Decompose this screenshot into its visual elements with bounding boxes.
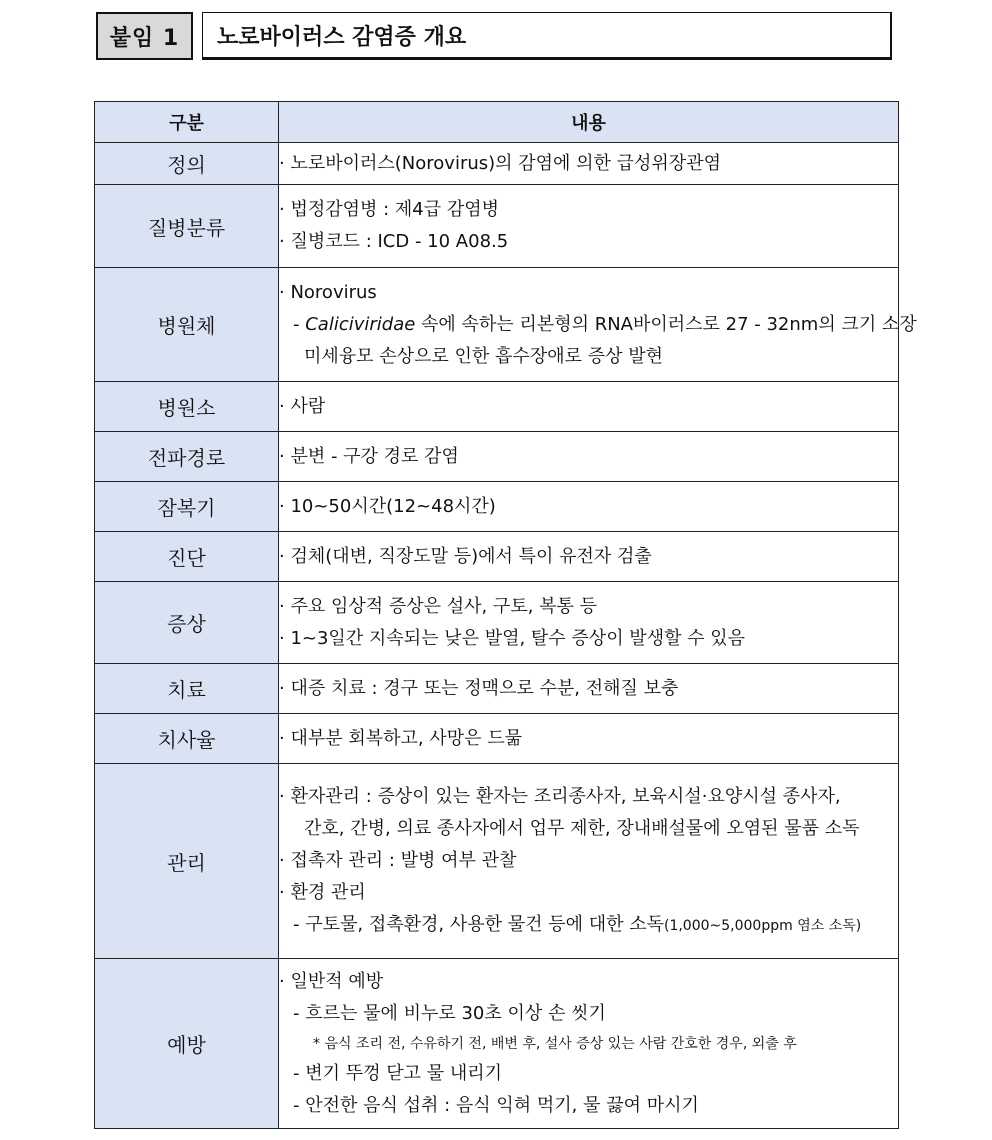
- row-content: [279, 764, 899, 959]
- row-content: [279, 432, 899, 482]
- table-row: [95, 714, 899, 764]
- content-text: - 구토물, 접촉환경, 사용한 물건 등에 대한 소독: [293, 913, 664, 935]
- row-category: 관리: [95, 764, 279, 959]
- row-category: 예방: [95, 959, 279, 1129]
- content-line: - 흐르는 물에 비누로 30초 이상 손 씻기: [293, 1002, 606, 1024]
- content-line: · 대증 치료 : 경구 또는 정맥으로 수분, 전해질 보충: [279, 677, 679, 699]
- content-line: · 대부분 회복하고, 사망은 드묾: [279, 727, 522, 749]
- summary-table: [94, 101, 917, 1129]
- content-line: · 분변 - 구강 경로 감염: [279, 445, 459, 467]
- table-row: [95, 185, 899, 268]
- document-title: 노로바이러스 감염증 개요: [217, 24, 467, 50]
- row-category: 병원체: [95, 268, 279, 382]
- row-content: [279, 532, 899, 582]
- content-text: 속에 속하는 리본형의 RNA바이러스로 27 - 32nm의 크기 소장: [415, 313, 917, 335]
- content-line: · 노로바이러스(Norovirus)의 감염에 의한 급성위장관염: [279, 152, 721, 174]
- content-line: · 검체(대변, 직장도말 등)에서 특이 유전자 검출: [279, 545, 652, 567]
- row-category: 병원소: [95, 382, 279, 432]
- scientific-name: Caliciviridae: [305, 313, 416, 335]
- content-line: · 법정감염병 : 제4급 감염병: [279, 199, 500, 220]
- content-line: · 사람: [279, 395, 326, 417]
- content-line: · 주요 임상적 증상은 설사, 구토, 복통 등: [279, 595, 598, 617]
- header-content: 내용: [279, 102, 899, 143]
- content-line: · Norovirus: [279, 281, 377, 303]
- row-category: 증상: [95, 582, 279, 664]
- row-category: 잠복기: [95, 482, 279, 532]
- content-line: · 접촉자 관리 : 발병 여부 관찰: [279, 849, 517, 871]
- content-line: · 환경 관리: [279, 881, 366, 903]
- content-note: * 음식 조리 전, 수유하기 전, 배변 후, 설사 증상 있는 사람 간호한 경우, 외출 후: [313, 1035, 797, 1052]
- table-row: [95, 764, 899, 959]
- table-row: [95, 268, 899, 382]
- row-content: [279, 143, 899, 185]
- table-row: [95, 532, 899, 582]
- row-content: [279, 268, 917, 382]
- row-category: 진단: [95, 532, 279, 582]
- table-row: [95, 382, 899, 432]
- content-note: (1,000~5,000ppm 염소 소독): [663, 917, 862, 934]
- table-row: [95, 432, 899, 482]
- table-row: [95, 582, 899, 664]
- row-content: [279, 714, 899, 764]
- row-content: [279, 664, 899, 714]
- row-content: [279, 582, 899, 664]
- row-category: 질병분류: [95, 185, 279, 268]
- row-category: 정의: [95, 143, 279, 185]
- table-row: [95, 959, 899, 1129]
- attachment-badge-label: 붙임 1: [109, 25, 180, 51]
- document-title-box: [202, 12, 892, 60]
- row-content: [279, 185, 899, 268]
- row-category: 치사율: [95, 714, 279, 764]
- table-row: [95, 143, 899, 185]
- content-line: 미세융모 손상으로 인한 흡수장애로 증상 발현: [304, 345, 663, 367]
- content-line: 간호, 간병, 의료 종사자에서 업무 제한, 장내배설물에 오염된 물품 소독: [304, 817, 860, 839]
- content-line: · 질병코드 : ICD - 10 A08.5: [279, 231, 509, 252]
- row-content: [279, 382, 899, 432]
- header-category: 구분: [95, 102, 279, 143]
- attachment-badge: [96, 12, 193, 60]
- table-header-row: [95, 102, 899, 143]
- title-row: [96, 12, 892, 60]
- dash-prefix: -: [293, 313, 306, 335]
- content-line: · 10~50시간(12~48시간): [279, 495, 496, 517]
- content-line: [279, 909, 898, 942]
- content-line: · 일반적 예방: [279, 970, 384, 992]
- row-category: 치료: [95, 664, 279, 714]
- row-content: [279, 482, 899, 532]
- row-content: [279, 959, 899, 1129]
- content-line: · 1~3일간 지속되는 낮은 발열, 탈수 증상이 발생할 수 있음: [279, 627, 746, 649]
- table-row: [95, 664, 899, 714]
- content-line: [279, 309, 917, 341]
- content-line: - 변기 뚜껑 닫고 물 내리기: [293, 1062, 502, 1084]
- content-line: - 안전한 음식 섭취 : 음식 익혀 먹기, 물 끓여 마시기: [293, 1094, 699, 1116]
- row-category: 전파경로: [95, 432, 279, 482]
- table-row: [95, 482, 899, 532]
- content-line: · 환자관리 : 증상이 있는 환자는 조리종사자, 보육시설·요양시설 종사자,: [279, 785, 841, 807]
